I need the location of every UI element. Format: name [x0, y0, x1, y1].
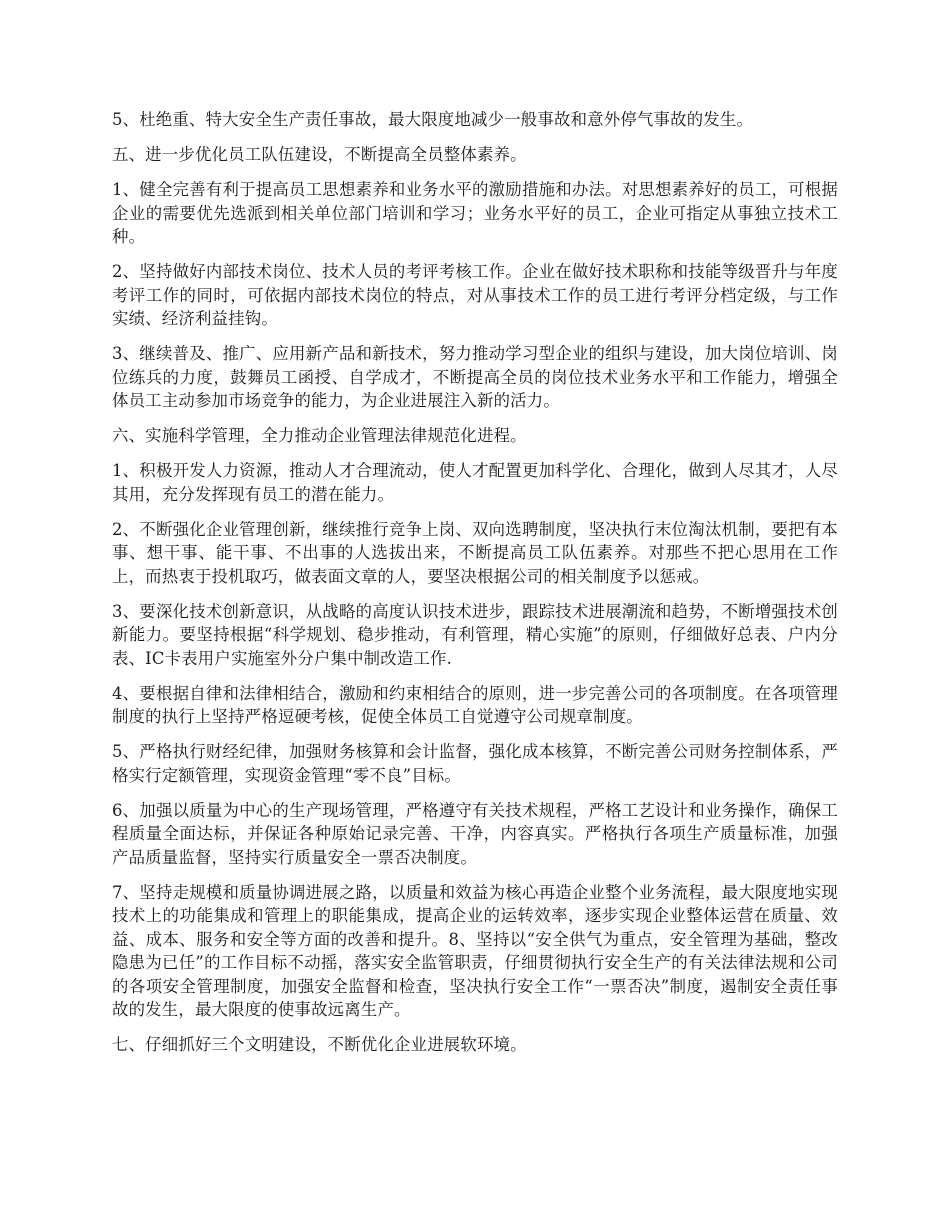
paragraph-9: 5、严格执行财经纪律，加强财务核算和会计监督，强化成本核算，不断完善公司财务控制体系，严格实行定额管理，实现资金管理“零不良”目标。: [112, 742, 838, 785]
paragraph-1: 5、杜绝重、特大安全生产责任事故，最大限度地减少一般事故和意外停气事故的发生。: [112, 110, 754, 129]
section-heading-7: 七、仔细抓好三个文明建设，不断优化企业进展软环境。: [112, 1035, 527, 1054]
paragraph-11: 7、坚持走规模和质量协调进展之路，以质量和效益为核心再造企业整个业务流程，最大限度地实现技术上的功能集成和管理上的职能集成，提高企业的运转效率，逐步实现企业整体运营在质量、效益、成本、服务和安全等方面的改善和提升。8、坚持以“安全供气为重点，安全管理为基础，整改隐患为已任”的工作目标不动摇，落实安全监管职责，仔细贯彻执行安全生产的有关法律法规和公司的各项安全管理制度，加强安全监督和检查，坚决执行安全工作“一票否决”制度，遏制安全责任事故的发生，最大限度的使事故远离生产。: [112, 882, 838, 1019]
paragraph-10: 6、加强以质量为中心的生产现场管理，严格遵守有关技术规程，严格工艺设计和业务操作，确保工程质量全面达标，并保证各种原始记录完善、干净，内容真实。严格执行各项生产质量标准，加强产品质量监督，坚持实行质量安全一票否决制度。: [112, 800, 838, 867]
paragraph-6: 2、不断强化企业管理创新，继续推行竞争上岗、双向选聘制度，坚决执行末位淘汰机制，要把有本事、想干事、能干事、不出事的人选拔出来，不断提高员工队伍素养。对那些不把心思用在工作上，而热衷于投机取巧，做表面文章的人，要坚决根据公司的相关制度予以惩戒。: [112, 519, 838, 586]
paragraph-4: 3、继续普及、推广、应用新产品和新技术，努力推动学习型企业的组织与建设，加大岗位培训、岗位练兵的力度，鼓舞员工函授、自学成才，不断提高全员的岗位技术业务水平和工作能力，增强全体员工主动参加市场竞争的能力，为企业进展注入新的活力。: [112, 344, 838, 410]
paragraph-5: 1、积极开发人力资源，推动人才合理流动，使人才配置更加科学化、合理化，做到人尽其才，人尽其用，充分发挥现有员工的潜在能力。: [112, 461, 838, 504]
document-body: [112, 108, 838, 1068]
section-heading-5: 五、进一步优化员工队伍建设，不断提高全员整体素养。: [112, 145, 527, 164]
paragraph-2: 1、健全完善有利于提高员工思想素养和业务水平的激励措施和办法。对思想素养好的员工，可根据企业的需要优先选派到相关单位部门培训和学习；业务水平好的员工，企业可指定从事独立技术工种。: [112, 180, 838, 246]
paragraph-7: 3、要深化技术创新意识，从战略的高度认识技术进步，跟踪技术进展潮流和趋势，不断增强技术创新能力。要坚持根据“科学规划、稳步推动，有利管理，精心实施”的原则，仔细做好总表、户内分表、IC卡表用户实施室外分户集中制改造工作.: [112, 601, 838, 668]
paragraph-3: 2、坚持做好内部技术岗位、技术人员的考评考核工作。企业在做好技术职称和技能等级晋升与年度考评工作的同时，可依据内部技术岗位的特点，对从事技术工作的员工进行考评分档定级，与工作实绩、经济利益挂钩。: [112, 262, 838, 328]
paragraph-8: 4、要根据自律和法律相结合，激励和约束相结合的原则，进一步完善公司的各项制度。在各项管理制度的执行上坚持严格逗硬考核，促使全体员工自觉遵守公司规章制度。: [112, 683, 838, 726]
section-heading-6: 六、实施科学管理，全力推动企业管理法律规范化进程。: [112, 426, 527, 445]
